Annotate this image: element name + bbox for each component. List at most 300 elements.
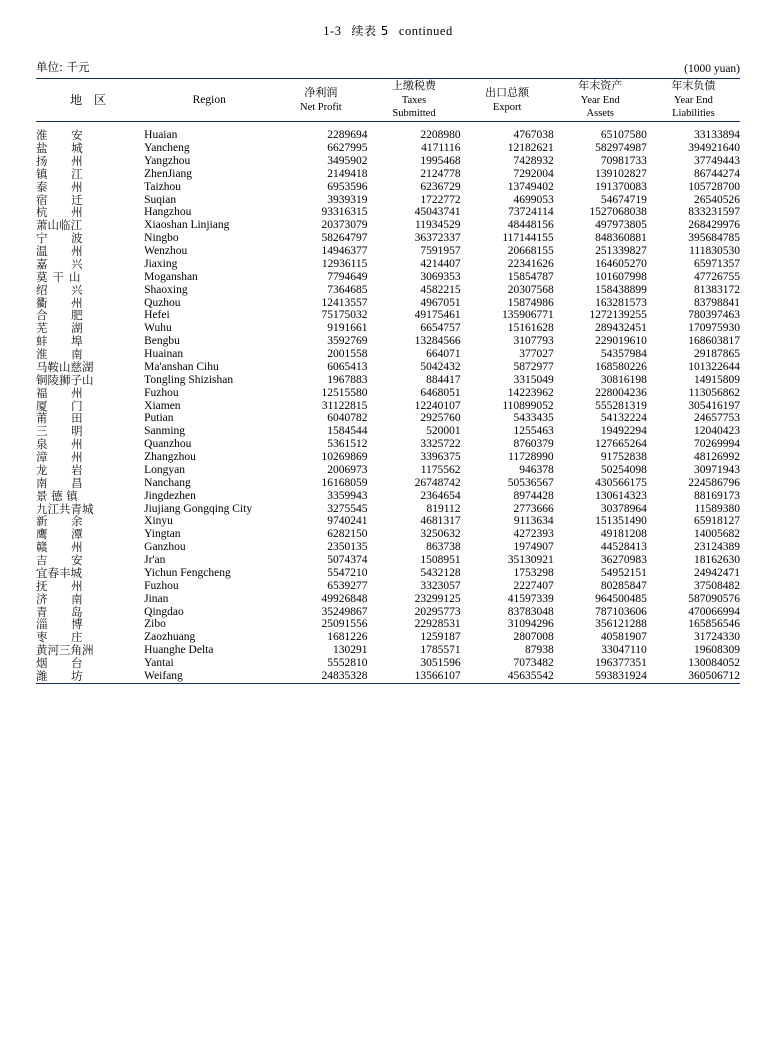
cell-year-end-liabilities: 31724330 (694, 631, 740, 644)
cell-year-end-liabilities: 11589380 (694, 502, 740, 515)
region-name-cn: 淄 博 (36, 617, 93, 632)
region-name-en: Bengbu (144, 335, 180, 348)
region-name-en: Yingtan (144, 528, 181, 541)
cell-year-end-assets: 289432451 (595, 322, 647, 335)
cell-taxes-submitted: 520001 (426, 425, 461, 438)
region-name-en: Wuhu (144, 322, 172, 335)
cell-export: 22341626 (507, 257, 554, 270)
table-row (36, 122, 740, 142)
region-name-cn: 温 州 (36, 244, 93, 258)
cell-net-profit: 1584544 (327, 425, 368, 438)
cell-year-end-assets: 54357984 (600, 348, 647, 360)
cell-year-end-assets: 191370083 (595, 180, 647, 193)
column-header-region-en: Region (192, 94, 226, 107)
cell-net-profit: 130291 (332, 644, 368, 657)
cell-year-end-liabilities: 81383172 (694, 283, 740, 296)
cell-export: 7073482 (513, 657, 554, 669)
region-name-cn: 抚 州 (36, 578, 93, 593)
cell-net-profit: 58264797 (321, 232, 368, 245)
cell-year-end-assets: 91752838 (600, 451, 647, 463)
column-header-region-cn: 地 区 (70, 92, 110, 107)
region-name-cn: 铜陵狮子山 (36, 372, 94, 387)
cell-taxes-submitted: 4967051 (420, 296, 461, 309)
cell-year-end-assets: 164605270 (595, 257, 647, 270)
column-header-net-profit: 净利润 Net Profit (300, 85, 342, 113)
statistics-table (36, 78, 740, 684)
cell-taxes-submitted: 6236729 (420, 180, 461, 193)
cell-taxes-submitted: 1785571 (420, 644, 461, 657)
cell-net-profit: 12413557 (321, 296, 368, 309)
cell-net-profit: 6065413 (327, 360, 368, 373)
cell-taxes-submitted: 20295773 (414, 605, 461, 618)
region-name-en: Yichun Fengcheng (144, 566, 231, 579)
table-row (36, 412, 740, 425)
region-name-en: Jiaxing (144, 257, 178, 270)
cell-export: 2773666 (513, 502, 554, 515)
cell-export: 15161628 (507, 322, 554, 335)
region-name-cn: 淮 安 (36, 128, 93, 143)
cell-net-profit: 93316315 (321, 206, 368, 219)
cell-taxes-submitted: 4582215 (420, 283, 461, 296)
region-name-en: Huainan (144, 348, 184, 360)
cell-year-end-liabilities: 18162630 (694, 554, 740, 566)
region-name-en: Shaoxing (144, 283, 188, 296)
table-row (36, 232, 740, 245)
cell-year-end-assets: 65107580 (600, 129, 647, 142)
table-row (36, 618, 740, 631)
table-row (36, 194, 740, 207)
cell-year-end-assets: 251339827 (595, 245, 647, 257)
cell-year-end-liabilities: 395684785 (688, 232, 740, 245)
cell-year-end-assets: 101607998 (595, 270, 647, 283)
region-name-cn: 龙 岩 (36, 462, 93, 477)
region-name-cn: 衢 州 (36, 295, 93, 310)
cell-year-end-assets: 130614323 (595, 489, 647, 502)
cell-year-end-liabilities: 168603817 (688, 335, 740, 348)
table-row (36, 670, 740, 683)
cell-export: 377027 (519, 348, 554, 360)
table-row (36, 425, 740, 438)
continued-label-en: continued (398, 24, 453, 38)
cell-net-profit: 3275545 (327, 502, 368, 515)
cell-net-profit: 5074374 (327, 554, 368, 566)
cell-taxes-submitted: 819112 (426, 502, 461, 515)
cell-export: 3107793 (513, 335, 554, 348)
region-name-en: Jiujiang Gongqing City (144, 502, 253, 515)
cell-export: 7292004 (513, 167, 554, 180)
cell-year-end-liabilities: 165856546 (688, 618, 740, 631)
region-name-en: Putian (144, 412, 174, 425)
table-row (36, 554, 740, 567)
region-name-en: Hefei (144, 309, 170, 322)
table-row (36, 219, 740, 232)
cell-net-profit: 5547210 (327, 566, 368, 579)
cell-net-profit: 10269869 (321, 451, 368, 463)
cell-year-end-assets: 582974987 (595, 142, 647, 154)
cell-year-end-assets: 787103606 (595, 605, 647, 618)
region-name-cn: 镇 江 (36, 166, 93, 181)
cell-export: 35130921 (507, 554, 554, 566)
region-name-en: Taizhou (144, 180, 182, 193)
region-name-en: Yancheng (144, 142, 190, 154)
cell-export: 4767038 (513, 129, 554, 142)
cell-export: 5872977 (513, 360, 554, 373)
cell-taxes-submitted: 3396375 (420, 451, 461, 463)
cell-taxes-submitted: 6468051 (420, 386, 461, 399)
cell-export: 50536567 (507, 476, 554, 489)
region-name-en: Wenzhou (144, 245, 188, 257)
region-name-en: Ganzhou (144, 541, 186, 554)
cell-net-profit: 3359943 (327, 489, 368, 502)
cell-year-end-liabilities: 88169173 (694, 489, 740, 502)
region-name-cn: 宿 迁 (36, 192, 93, 207)
region-name-cn: 绍 兴 (36, 282, 93, 297)
region-name-en: Quzhou (144, 296, 181, 309)
cell-taxes-submitted: 5432128 (420, 566, 461, 579)
cell-taxes-submitted: 3051596 (420, 657, 461, 669)
cell-year-end-assets: 163281573 (595, 296, 647, 309)
region-name-cn: 枣 庄 (36, 630, 93, 645)
cell-net-profit: 14946377 (321, 245, 368, 257)
region-name-en: Nanchang (144, 476, 191, 489)
cell-export: 12182621 (507, 142, 554, 154)
cell-net-profit: 20373079 (321, 219, 368, 232)
cell-year-end-assets: 40581907 (600, 631, 647, 644)
region-name-en: Hangzhou (144, 206, 192, 219)
cell-year-end-assets: 139102827 (595, 167, 647, 180)
region-name-en: Sanming (144, 425, 186, 438)
table-row (36, 181, 740, 194)
region-name-cn: 扬 州 (36, 153, 93, 168)
cell-taxes-submitted: 12240107 (414, 399, 461, 412)
cell-export: 83783048 (507, 605, 554, 618)
cell-taxes-submitted: 3250632 (420, 528, 461, 541)
cell-year-end-liabilities: 111830530 (689, 245, 740, 257)
cell-export: 73724114 (508, 206, 554, 219)
cell-net-profit: 3939319 (327, 193, 368, 206)
region-name-cn: 漳 州 (36, 450, 93, 464)
page-title (0, 0, 776, 39)
cell-export: 13749402 (507, 180, 554, 193)
table-row (36, 284, 740, 297)
cell-year-end-liabilities: 360506712 (688, 669, 740, 682)
table-row (36, 490, 740, 503)
region-name-en: Jingdezhen (144, 489, 196, 502)
cell-net-profit: 16168059 (321, 476, 368, 489)
table-body (36, 122, 740, 684)
region-name-cn: 泉 州 (36, 437, 93, 452)
cell-year-end-assets: 36270983 (600, 554, 647, 566)
cell-taxes-submitted: 2208980 (420, 129, 461, 142)
cell-taxes-submitted: 1259187 (420, 631, 461, 644)
cell-export: 45635542 (507, 669, 554, 682)
cell-export: 8760379 (513, 438, 554, 451)
region-name-cn: 景 德 镇 (36, 488, 78, 503)
region-name-en: Yantai (144, 657, 174, 669)
cell-net-profit: 6040782 (327, 412, 368, 425)
cell-year-end-assets: 80285847 (600, 579, 647, 592)
cell-year-end-assets: 54674719 (600, 193, 647, 206)
cell-year-end-assets: 49181208 (600, 528, 647, 541)
table-row (36, 206, 740, 219)
cell-year-end-liabilities: 170975930 (688, 322, 740, 335)
cell-year-end-assets: 127665264 (595, 438, 647, 451)
cell-net-profit: 2350135 (327, 541, 368, 554)
region-name-cn: 芜 湖 (36, 321, 93, 336)
region-name-en: Yangzhou (144, 154, 191, 167)
region-name-cn: 烟 台 (36, 656, 93, 670)
table-row (36, 606, 740, 619)
column-header-year-end-liabilities: 年末负债 Year End Liabilities (671, 79, 716, 120)
table-row (36, 335, 740, 348)
cell-year-end-liabilities: 113056862 (688, 386, 740, 399)
region-name-cn: 新 余 (36, 514, 93, 529)
cell-export: 20668155 (507, 245, 554, 257)
table-row (36, 528, 740, 541)
cell-year-end-liabilities: 29187865 (694, 348, 740, 360)
region-name-cn: 蚌 埠 (36, 334, 93, 349)
cell-export: 946378 (519, 463, 554, 476)
region-name-cn: 泰 州 (36, 179, 93, 194)
table-row (36, 245, 740, 258)
cell-taxes-submitted: 45043741 (414, 206, 461, 219)
table-row (36, 309, 740, 322)
cell-taxes-submitted: 2124778 (420, 167, 461, 180)
table-row (36, 322, 740, 335)
region-name-en: Huaian (144, 129, 178, 142)
table-row (36, 374, 740, 387)
region-name-en: Moganshan (144, 270, 198, 283)
region-name-en: Xiaoshan Linjiang (144, 219, 230, 232)
region-name-en: Xiamen (144, 399, 181, 412)
cell-year-end-liabilities: 65918127 (694, 515, 740, 528)
cell-net-profit: 1681226 (327, 631, 368, 644)
region-name-en: Zibo (144, 618, 166, 631)
cell-year-end-assets: 30378964 (600, 502, 647, 515)
cell-year-end-assets: 33047110 (601, 644, 647, 657)
cell-year-end-assets: 1527068038 (589, 206, 647, 219)
cell-net-profit: 3592769 (327, 335, 368, 348)
cell-year-end-liabilities: 24942471 (694, 566, 740, 579)
cell-year-end-assets: 1272139255 (589, 309, 647, 322)
cell-year-end-liabilities: 470066994 (688, 605, 740, 618)
region-name-cn: 济 南 (36, 591, 93, 606)
cell-export: 31094296 (507, 618, 554, 631)
region-name-en: Jinan (144, 592, 169, 605)
cell-year-end-liabilities: 26540526 (694, 193, 740, 206)
cell-year-end-liabilities: 224586796 (688, 476, 740, 489)
cell-net-profit: 49926848 (321, 592, 368, 605)
region-name-cn: 马鞍山慈湖 (36, 359, 94, 374)
region-name-cn: 嘉 兴 (36, 256, 93, 271)
region-name-en: Longyan (144, 463, 186, 476)
cell-export: 8974428 (513, 489, 554, 502)
region-name-en: Jr'an (144, 554, 166, 566)
cell-year-end-assets: 430566175 (595, 476, 647, 489)
unit-row (36, 59, 740, 75)
region-name-en: Suqian (144, 193, 177, 206)
cell-net-profit: 9191661 (327, 322, 368, 335)
region-name-cn: 吉 安 (36, 553, 93, 567)
cell-export: 15874986 (507, 296, 554, 309)
cell-taxes-submitted: 4171116 (421, 142, 461, 154)
cell-year-end-assets: 848360881 (595, 232, 647, 245)
table-row (36, 400, 740, 413)
cell-year-end-assets: 30816198 (600, 373, 647, 386)
region-name-en: Fuzhou (144, 386, 179, 399)
table-row (36, 657, 740, 670)
cell-taxes-submitted: 1175562 (420, 463, 461, 476)
cell-net-profit: 3495902 (327, 154, 368, 167)
region-name-en: Tongling Shizishan (144, 373, 234, 386)
region-name-cn: 南 昌 (36, 475, 93, 490)
region-name-cn: 三 明 (36, 424, 93, 439)
cell-export: 48448156 (507, 219, 554, 232)
cell-export: 2227407 (513, 579, 554, 592)
cell-year-end-liabilities: 394921640 (688, 142, 740, 154)
region-name-en: Ma'anshan Cihu (144, 360, 219, 373)
cell-net-profit: 2149418 (327, 167, 368, 180)
cell-net-profit: 75175032 (321, 309, 368, 322)
cell-taxes-submitted: 5042432 (420, 360, 461, 373)
cell-year-end-assets: 228004236 (595, 386, 647, 399)
table-row (36, 541, 740, 554)
region-name-cn: 宁 波 (36, 231, 93, 246)
cell-year-end-liabilities: 33133894 (694, 129, 740, 142)
region-name-en: ZhenJiang (144, 167, 193, 180)
table-row (36, 258, 740, 271)
column-header-export: 出口总额 Export (485, 85, 530, 113)
cell-export: 2807008 (513, 631, 554, 644)
cell-net-profit: 7794649 (327, 270, 368, 283)
cell-export: 9113634 (513, 515, 554, 528)
cell-year-end-assets: 593831924 (595, 669, 647, 682)
cell-year-end-assets: 19492294 (600, 425, 647, 438)
cell-taxes-submitted: 23299125 (414, 592, 461, 605)
cell-export: 20307568 (507, 283, 554, 296)
cell-year-end-assets: 229019610 (595, 335, 647, 348)
cell-year-end-liabilities: 305416197 (688, 399, 740, 412)
table-row (36, 451, 740, 464)
region-name-en: Qingdao (144, 605, 184, 618)
cell-net-profit: 9740241 (327, 515, 368, 528)
table-row (36, 297, 740, 310)
cell-taxes-submitted: 13566107 (414, 669, 461, 682)
cell-taxes-submitted: 2364654 (420, 489, 461, 502)
region-name-cn: 九江共青城 (36, 501, 94, 516)
cell-net-profit: 2289694 (327, 129, 368, 142)
cell-year-end-liabilities: 48126992 (694, 451, 740, 463)
cell-year-end-assets: 54132224 (600, 412, 647, 425)
region-name-en: Zaozhuang (144, 631, 196, 644)
unit-label-en: (1000 yuan) (684, 63, 740, 75)
region-name-cn: 宜春丰城 (36, 565, 82, 580)
table-header (36, 79, 740, 122)
table-row (36, 168, 740, 181)
region-name-cn: 潍 坊 (36, 668, 93, 683)
cell-taxes-submitted: 4214407 (420, 257, 461, 270)
cell-export: 110899052 (502, 399, 554, 412)
column-header-year-end-assets: 年末资产 Year End Assets (578, 79, 623, 120)
table-row (36, 271, 740, 284)
cell-year-end-assets: 70981733 (600, 154, 647, 167)
cell-year-end-assets: 54952151 (600, 566, 647, 579)
cell-taxes-submitted: 884417 (426, 373, 461, 386)
region-name-cn: 黄河三角洲 (36, 643, 94, 658)
cell-year-end-liabilities: 105728700 (688, 180, 740, 193)
table-row (36, 567, 740, 580)
cell-year-end-assets: 168580226 (595, 360, 647, 373)
cell-year-end-assets: 44528413 (600, 541, 647, 554)
cell-year-end-assets: 151351490 (595, 515, 647, 528)
cell-export: 117144155 (502, 232, 554, 245)
region-name-cn: 杭 州 (36, 205, 93, 220)
cell-export: 15854787 (507, 270, 554, 283)
cell-export: 87938 (524, 644, 554, 657)
cell-net-profit: 6627995 (327, 142, 368, 154)
table-row (36, 631, 740, 644)
column-header-taxes-submitted: 上缴税费 Taxes Submitted (392, 79, 436, 120)
region-name-en: Huanghe Delta (144, 644, 214, 657)
cell-export: 5433435 (513, 412, 554, 425)
cell-year-end-liabilities: 83798841 (694, 296, 740, 309)
cell-net-profit: 2001558 (327, 348, 368, 360)
cell-taxes-submitted: 13284566 (414, 335, 461, 348)
cell-net-profit: 5361512 (327, 438, 368, 451)
table-row (36, 387, 740, 400)
table-row (36, 142, 740, 155)
region-name-cn: 鹰 潭 (36, 527, 93, 542)
cell-taxes-submitted: 3069353 (420, 270, 461, 283)
cell-year-end-liabilities: 70269994 (694, 438, 740, 451)
cell-year-end-assets: 158438899 (595, 283, 647, 296)
unit-label-cn: 单位: 千元 (36, 60, 90, 74)
table-row (36, 477, 740, 490)
cell-year-end-assets: 497973805 (595, 219, 647, 232)
cell-net-profit: 6282150 (327, 528, 368, 541)
continued-label-cn: 续表 5 (351, 24, 389, 38)
cell-taxes-submitted: 4681317 (420, 515, 461, 528)
cell-year-end-liabilities: 780397463 (688, 309, 740, 322)
cell-taxes-submitted: 1508951 (420, 554, 461, 566)
cell-year-end-assets: 555281319 (595, 399, 647, 412)
table-row (36, 348, 740, 361)
cell-export: 1974907 (513, 541, 554, 554)
table-row (36, 503, 740, 516)
cell-taxes-submitted: 22928531 (414, 618, 461, 631)
cell-net-profit: 6539277 (327, 579, 368, 592)
table-row (36, 361, 740, 374)
table-row (36, 155, 740, 168)
cell-year-end-assets: 356121288 (595, 618, 647, 631)
region-name-cn: 莫干山 (36, 269, 86, 284)
region-name-cn: 赣 州 (36, 540, 93, 555)
cell-export: 1255463 (513, 425, 554, 438)
cell-taxes-submitted: 49175461 (414, 309, 461, 322)
cell-net-profit: 12515580 (321, 386, 368, 399)
cell-year-end-liabilities: 19608309 (694, 644, 740, 657)
cell-year-end-liabilities: 14005682 (694, 528, 740, 541)
cell-year-end-liabilities: 130084052 (688, 657, 740, 669)
cell-year-end-assets: 50254098 (600, 463, 647, 476)
region-name-cn: 合 肥 (36, 308, 93, 323)
region-name-cn: 淮 南 (36, 347, 93, 361)
cell-export: 14223962 (507, 386, 554, 399)
cell-year-end-liabilities: 23124389 (694, 541, 740, 554)
cell-taxes-submitted: 664071 (426, 348, 461, 360)
cell-taxes-submitted: 2925760 (420, 412, 461, 425)
region-name-en: Ningbo (144, 232, 179, 245)
